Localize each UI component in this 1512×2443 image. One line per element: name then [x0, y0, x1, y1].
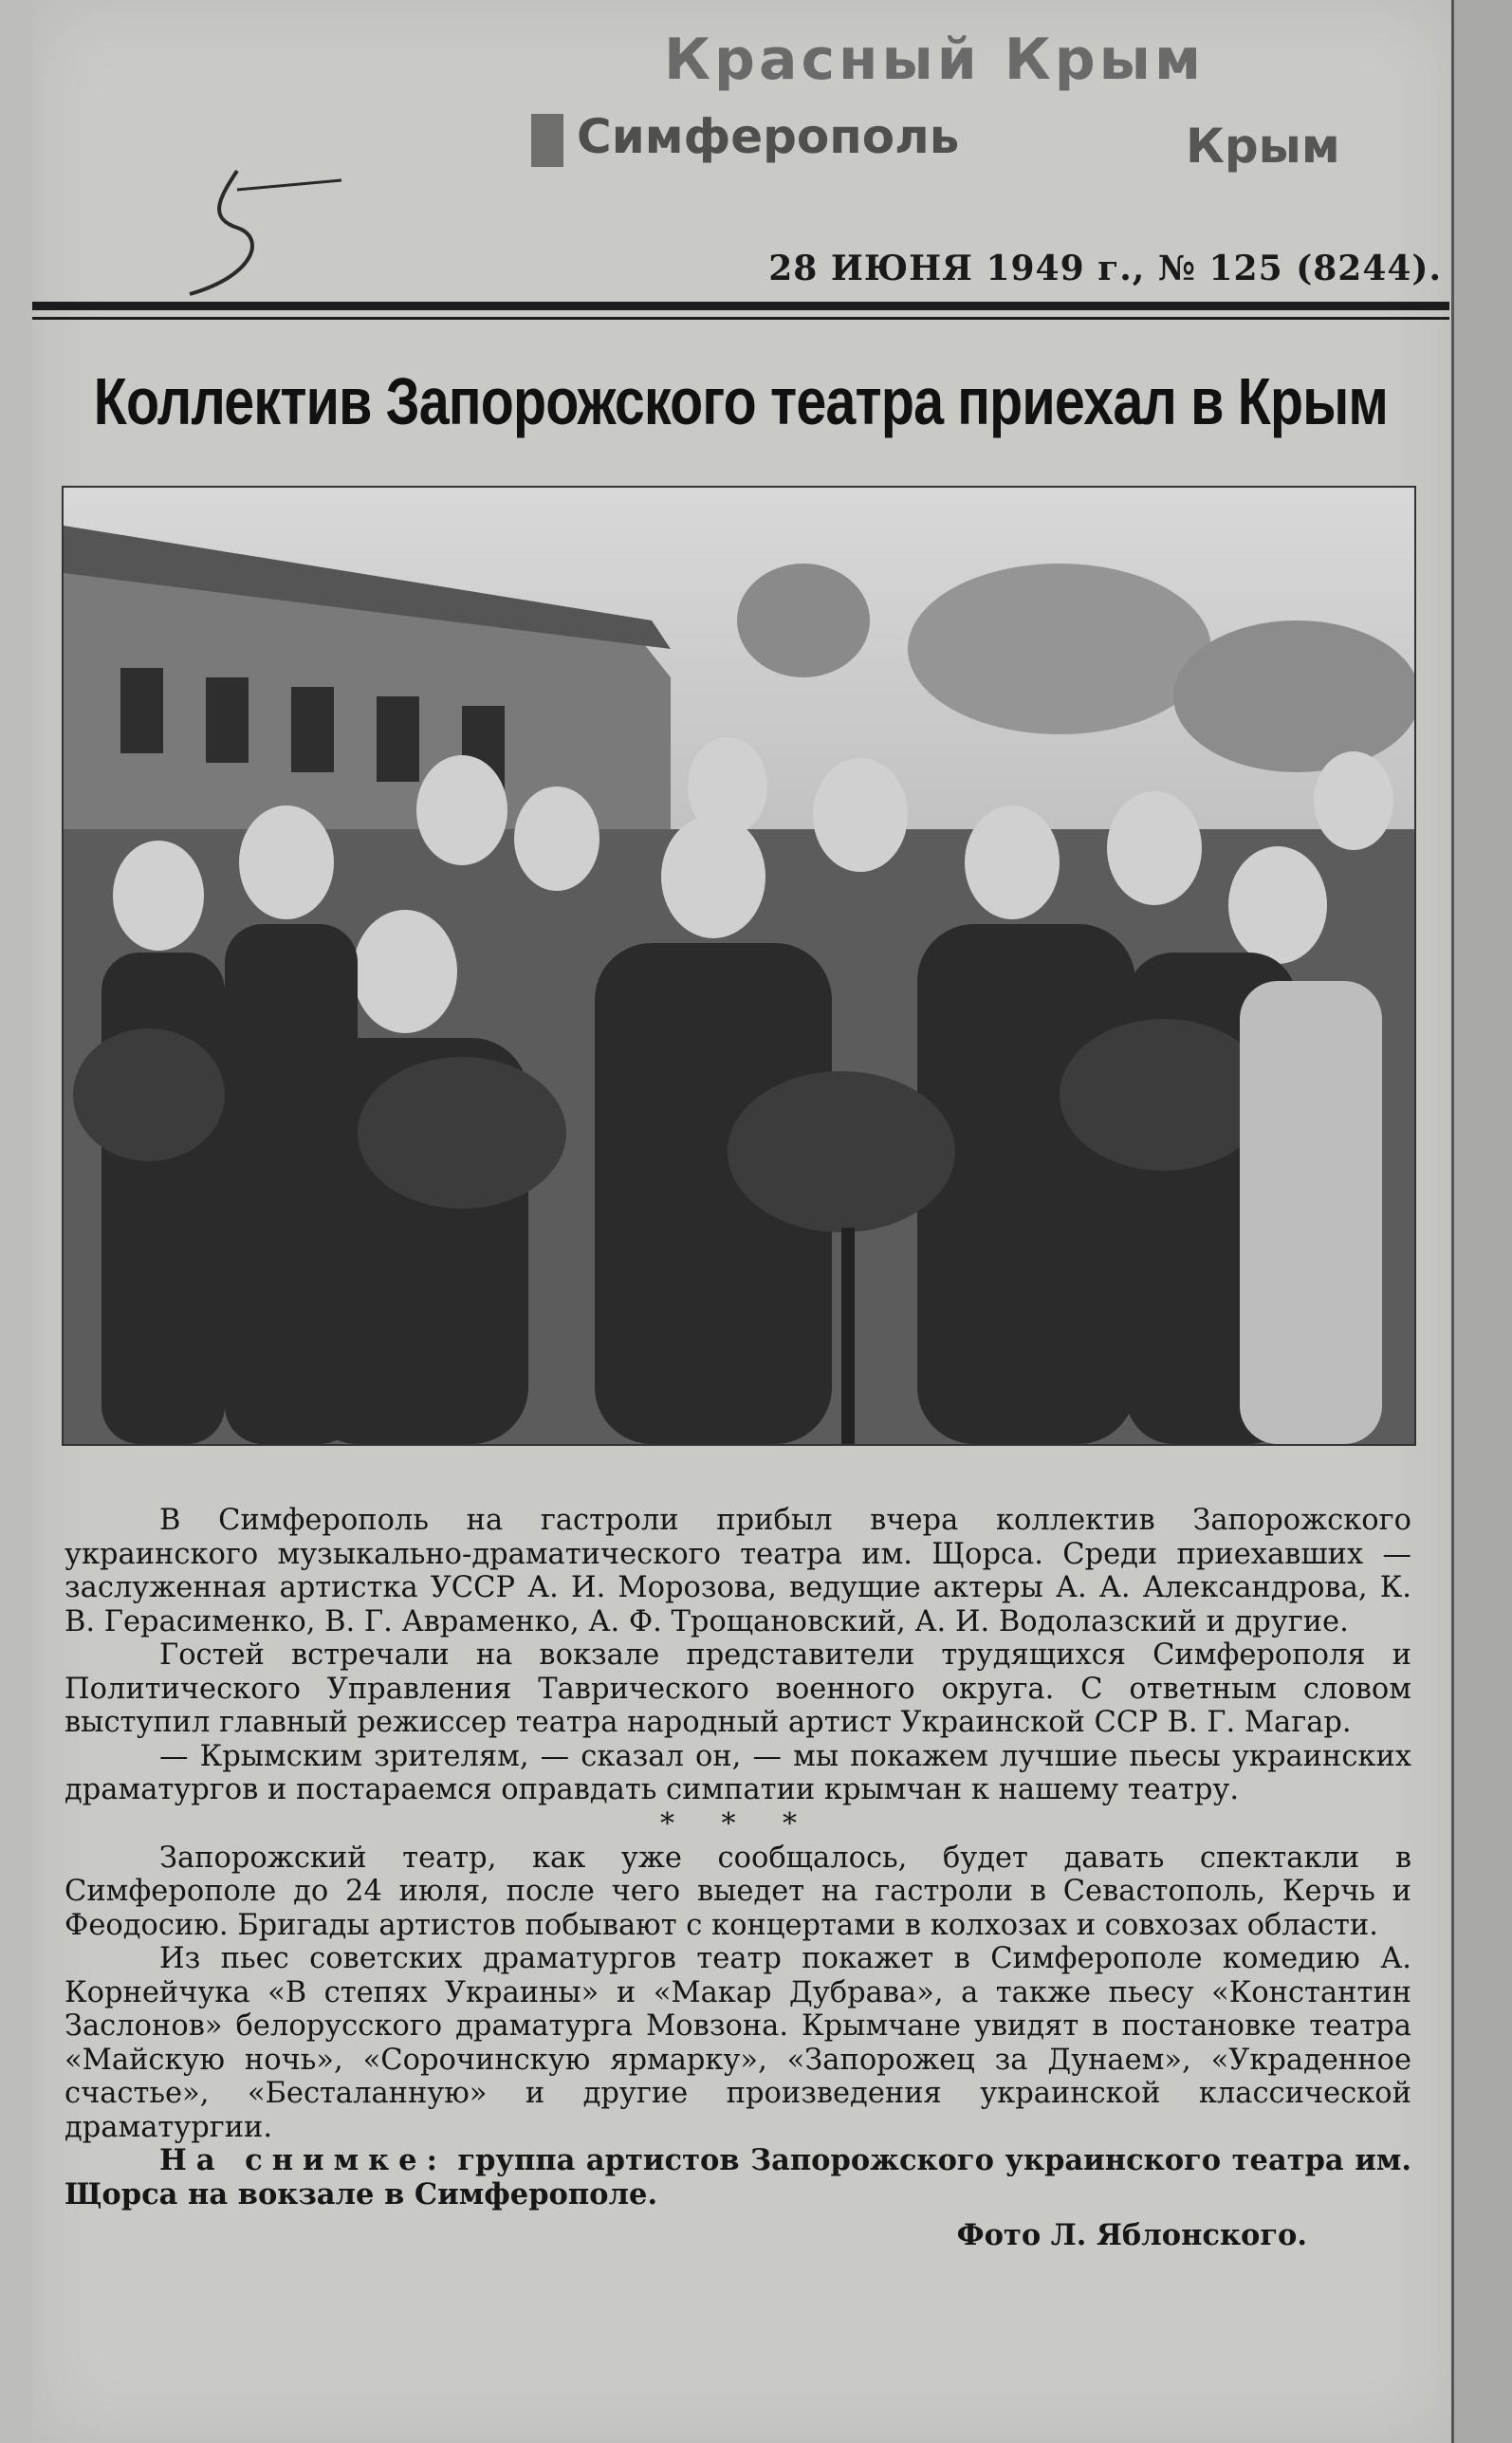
stamp-block-mark: [531, 114, 563, 167]
photo-caption: [65, 2144, 1411, 2212]
header-rule-thick: [32, 302, 1449, 310]
caption-text: группа артистов Запорожского украинского театра им. Щорса на вокзале в Симферополе.: [65, 2143, 1411, 2212]
caption-lead: На снимке:: [159, 2143, 447, 2177]
section-separator: * * *: [659, 1806, 817, 1841]
header-rule-thin: [32, 317, 1449, 320]
article-body: [65, 1504, 1411, 2253]
page-edge: [1451, 0, 1512, 2443]
paragraph-welcome: Гостей встречали на вокзале представители трудящихся Симферополя и Политического Управления Таврического военного округа. С ответным словом выступил главный режиссер театра народный артист Украинской ССР В. Г. Магар.: [65, 1638, 1411, 1739]
paragraph-quote: — Крымским зрителям, — сказал он, — мы покажем лучшие пьесы украинских драматургов и постараемся оправдать симпатии крымчан к нашему театру.: [65, 1739, 1411, 1806]
photo-illustration: [64, 488, 1414, 1444]
photo-credit: Фото Л. Яблонского.: [956, 2218, 1307, 2252]
handwritten-mark-icon: [180, 161, 351, 304]
region-stamp: Крым: [1186, 119, 1340, 174]
paragraph-tour: Запорожский театр, как уже сообщалось, будет давать спектакли в Симферополе до 24 июля, после чего выедет на гастроли в Севастополь, Керчь и Феодосию. Бригады артистов побывают с концертами в колхозах и совхозах области.: [65, 1841, 1411, 1942]
headline-row: [32, 359, 1449, 444]
paragraph-repertoire: Из пьес советских драматургов театр покажет в Симферополе комедию А. Корнейчука «В степях Украины» и «Макар Дубрава», а также пьесу «Константин Заслонов» белорусского драматурга Мовзона. Крымчане увидят в постановке театра «Майскую ночь», «Сорочинскую ярмарку», «Запорожец за Дунаем», «Украденное счастье», «Бесталанную» и другие произведения украинской классической драматургии.: [65, 1942, 1411, 2144]
issue-date-line: 28 ИЮНЯ 1949 г., № 125 (8244).: [768, 249, 1442, 288]
paragraph-arrival: В Симферополь на гастроли прибыл вчера коллектив Запорожского украинского музыкально-драматического театра им. Щорса. Среди приехавших — заслуженная артистка УССР А. И. Морозова, ведущие актеры А. А. Александрова, К. В. Герасименко, В. Г. Авраменко, А. Ф. Трощановский, А. И. Водолазский и другие.: [65, 1504, 1411, 1638]
city-stamp-text: Симферополь: [577, 109, 960, 164]
newspaper-name-stamp: Красный Крым: [664, 27, 1205, 93]
city-stamp: [531, 109, 959, 167]
group-photo: [62, 486, 1416, 1446]
article-headline: Коллектив Запорожского театра приехал в Крым: [93, 364, 1389, 438]
